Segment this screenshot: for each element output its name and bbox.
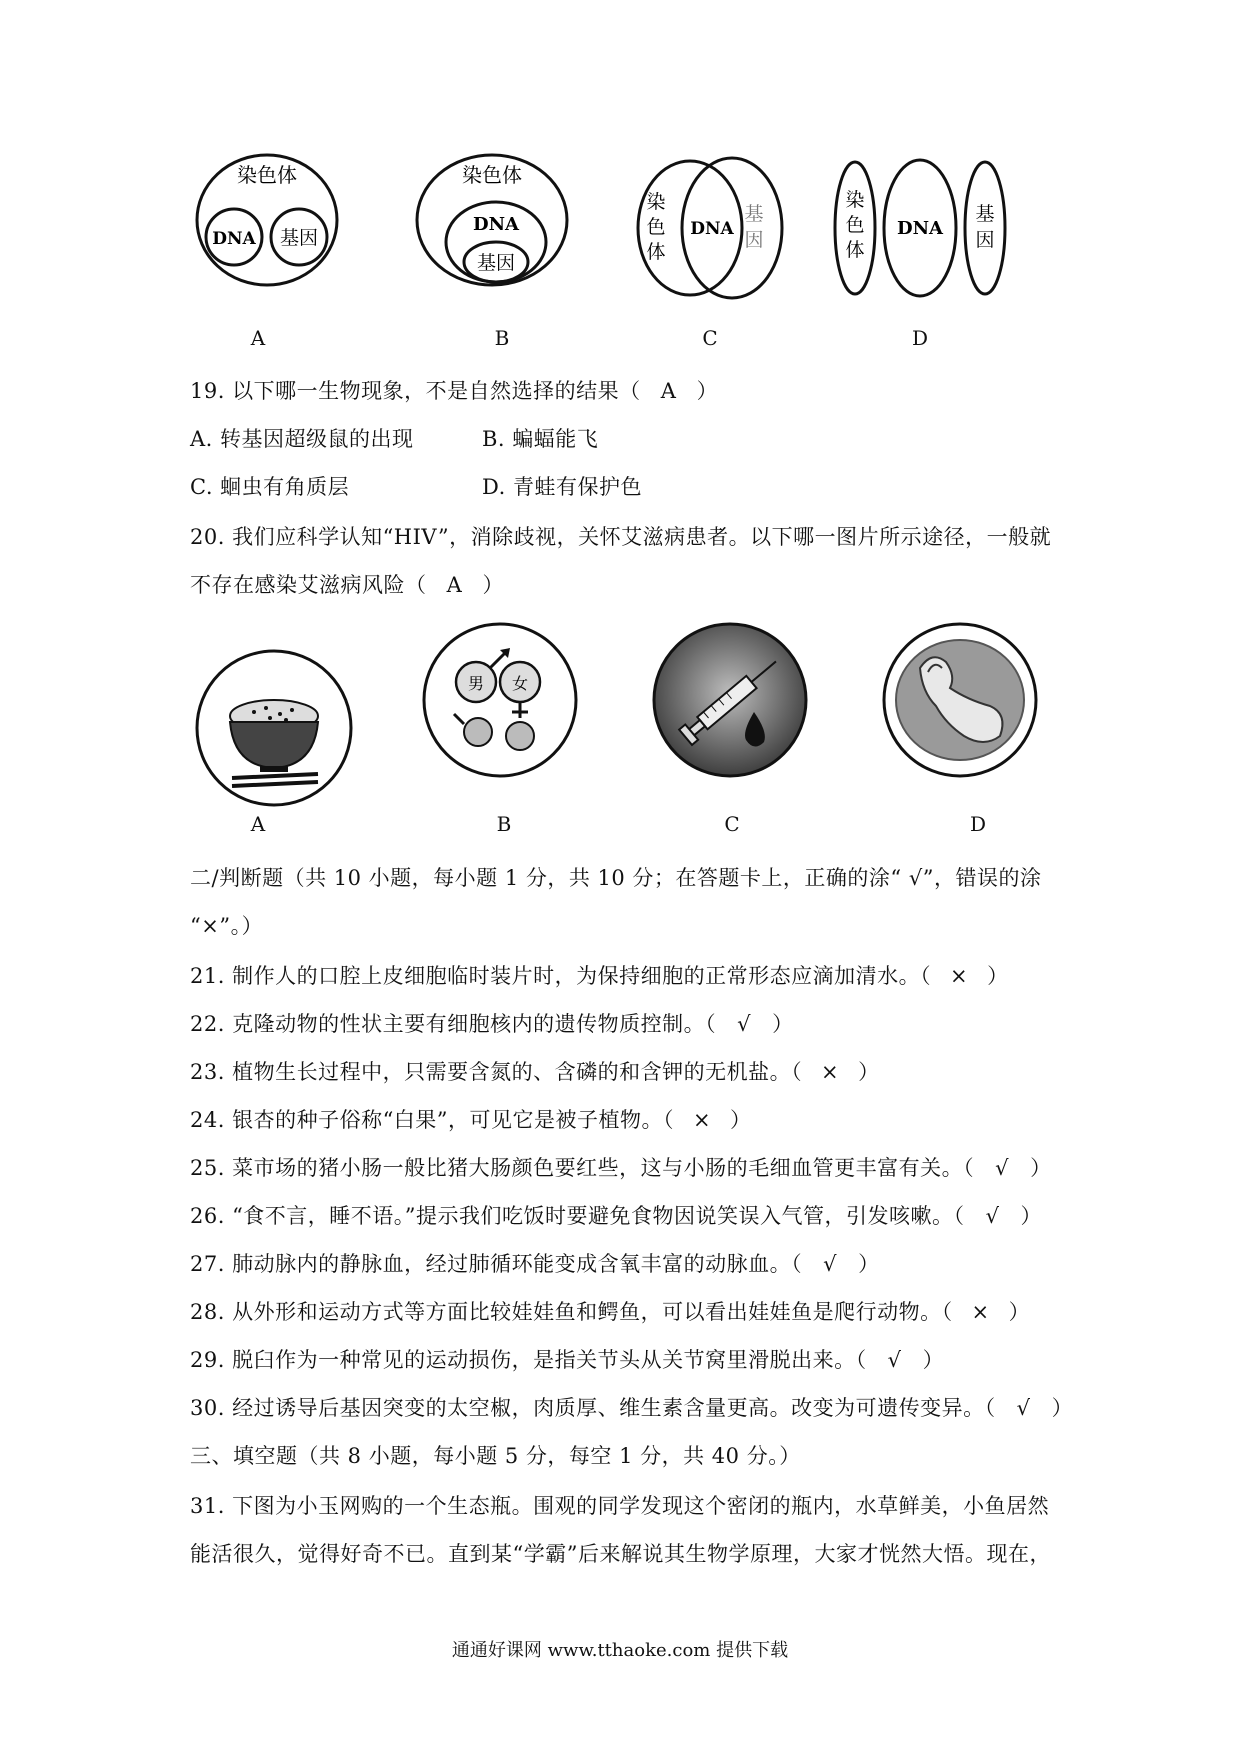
diagram-c-option-label: C: [702, 326, 718, 350]
diagram-d-left-char-1: 染: [845, 189, 865, 211]
judgement-25-answer: √: [995, 1156, 1010, 1180]
judgement-24-answer: ×: [692, 1108, 712, 1132]
diagram-c-right-char-1: 基: [744, 203, 764, 225]
judgement-22-answer: √: [737, 1012, 752, 1036]
diagram-c-left-char-3: 体: [646, 241, 666, 263]
diagram-d-left-char-3: 体: [845, 239, 865, 261]
diagram-option-c: [632, 150, 802, 300]
diagram-d-right-char-1: 基: [975, 203, 995, 225]
q20-stem-line1: 20. 我们应科学认知“HIV”，消除歧视，关怀艾滋病患者。以下哪一图片所示途径，一般就: [190, 525, 1052, 549]
judgement-27: 27. 肺动脉内的静脉血，经过肺循环能变成含氧丰富的动脉血。（ √ ）: [190, 1252, 880, 1276]
judgement-28: 28. 从外形和运动方式等方面比较娃娃鱼和鳄鱼，可以看出娃娃鱼是爬行动物。（ × ）: [190, 1300, 1031, 1324]
judgement-22: 22. 克隆动物的性状主要有细胞核内的遗传物质控制。（ √ ）: [190, 1012, 794, 1036]
diagram-d-option-label: D: [911, 326, 929, 350]
judgement-26: 26. “食不言，睡不语。”提示我们吃饭时要避免食物因说笑误入气管，引发咳嗽。（ √ ）: [190, 1204, 1043, 1228]
diagram-b-outer-label: 染色体: [462, 163, 522, 187]
q19-option-d: D. 青蛙有保护色: [482, 475, 642, 499]
picture-c-label: C: [724, 812, 740, 836]
judgement-29: 29. 脱臼作为一种常见的运动损伤，是指关节头从关节窝里滑脱出来。（ √ ）: [190, 1348, 945, 1372]
judgement-25: 25. 菜市场的猪小肠一般比猪大肠颜色要红些，这与小肠的毛细血管更丰富有关。（ √ ）: [190, 1156, 1052, 1180]
q20-stem-line2: 不存在感染艾滋病风险（ A ）: [190, 573, 504, 597]
diagram-d-left-char-2: 色: [845, 214, 865, 236]
diagram-a-left-label: DNA: [212, 229, 256, 249]
picture-d-label: D: [969, 812, 987, 836]
section2-heading-line1: 二/判断题（共 10 小题，每小题 1 分，共 10 分；在答题卡上，正确的涂“ √”，错误的涂: [190, 866, 1042, 890]
diagram-option-a: [192, 150, 342, 300]
diagram-a-option-label: A: [250, 326, 266, 350]
diagram-a-outer-label: 染色体: [237, 163, 297, 187]
q31-line1: 31. 下图为小玉网购的一个生态瓶。围观的同学发现这个密闭的瓶内，水草鲜美，小鱼居然: [190, 1494, 1050, 1518]
rice-bowl-chopsticks-icon: [194, 648, 354, 808]
section3-heading: 三、填空题（共 8 小题，每小题 5 分，每空 1 分，共 40 分。）: [190, 1444, 801, 1468]
judgement-30-answer: √: [1016, 1396, 1031, 1420]
diagram-b-option-label: B: [494, 326, 510, 350]
page-footer: 通通好课网 www.tthaoke.com 提供下载: [451, 1640, 789, 1661]
male-symbol-label: 男: [467, 674, 485, 693]
male-female-symbols-icon: [420, 620, 580, 780]
section2-heading-line2: “×”。）: [190, 914, 264, 938]
female-symbol-label: 女: [511, 674, 529, 693]
judgement-27-answer: √: [823, 1252, 838, 1276]
q19-option-a: A. 转基因超级鼠的出现: [190, 427, 414, 451]
q19-option-c: C. 蛔虫有角质层: [190, 475, 350, 499]
q31-line2: 能活很久，觉得好奇不已。直到某“学霸”后来解说其生物学原理，大家才恍然大悟。现在，: [190, 1542, 1051, 1566]
syringe-blood-drop-icon: [650, 620, 810, 780]
diagram-option-b: [412, 150, 572, 300]
judgement-23-answer: ×: [821, 1060, 840, 1084]
diagram-a-right-label: 基因: [279, 227, 319, 249]
diagram-d-right-char-2: 因: [975, 229, 995, 251]
diagram-b-inner-label: 基因: [476, 252, 516, 274]
picture-a-label: A: [250, 812, 266, 836]
diagram-c-left-char-2: 色: [646, 216, 666, 238]
q19-answer: A: [660, 379, 677, 403]
judgement-21-answer: ×: [950, 964, 969, 988]
diagram-b-middle-label: DNA: [472, 214, 520, 235]
diagram-c-left-char-1: 染: [646, 191, 666, 213]
diagram-c-middle-label: DNA: [690, 219, 734, 239]
judgement-26-answer: √: [985, 1204, 1000, 1228]
q19-stem: 19. 以下哪一生物现象，不是自然选择的结果（ A ）: [190, 379, 719, 403]
picture-b-label: B: [496, 812, 512, 836]
q20-answer: A: [446, 573, 463, 597]
judgement-29-answer: √: [887, 1348, 902, 1372]
fetus-icon: [880, 620, 1040, 780]
judgement-30: 30. 经过诱导后基因突变的太空椒，肉质厚、维生素含量更高。改变为可遗传变异。（ √ ）: [190, 1396, 1074, 1420]
judgement-23: 23. 植物生长过程中，只需要含氮的、含磷的和含钾的无机盐。（ × ）: [190, 1060, 880, 1084]
diagram-option-d: [830, 150, 1010, 300]
diagram-c-right-char-2: 因: [744, 229, 764, 251]
diagram-d-middle-label: DNA: [896, 218, 944, 239]
judgement-28-answer: ×: [971, 1300, 990, 1324]
q19-option-b: B. 蝙蝠能飞: [482, 427, 599, 451]
judgement-24: 24. 银杏的种子俗称“白果”，可见它是被子植物。（ × ）: [190, 1108, 752, 1132]
judgement-21: 21. 制作人的口腔上皮细胞临时装片时，为保持细胞的正常形态应滴加清水。（ × ）: [190, 964, 1009, 988]
